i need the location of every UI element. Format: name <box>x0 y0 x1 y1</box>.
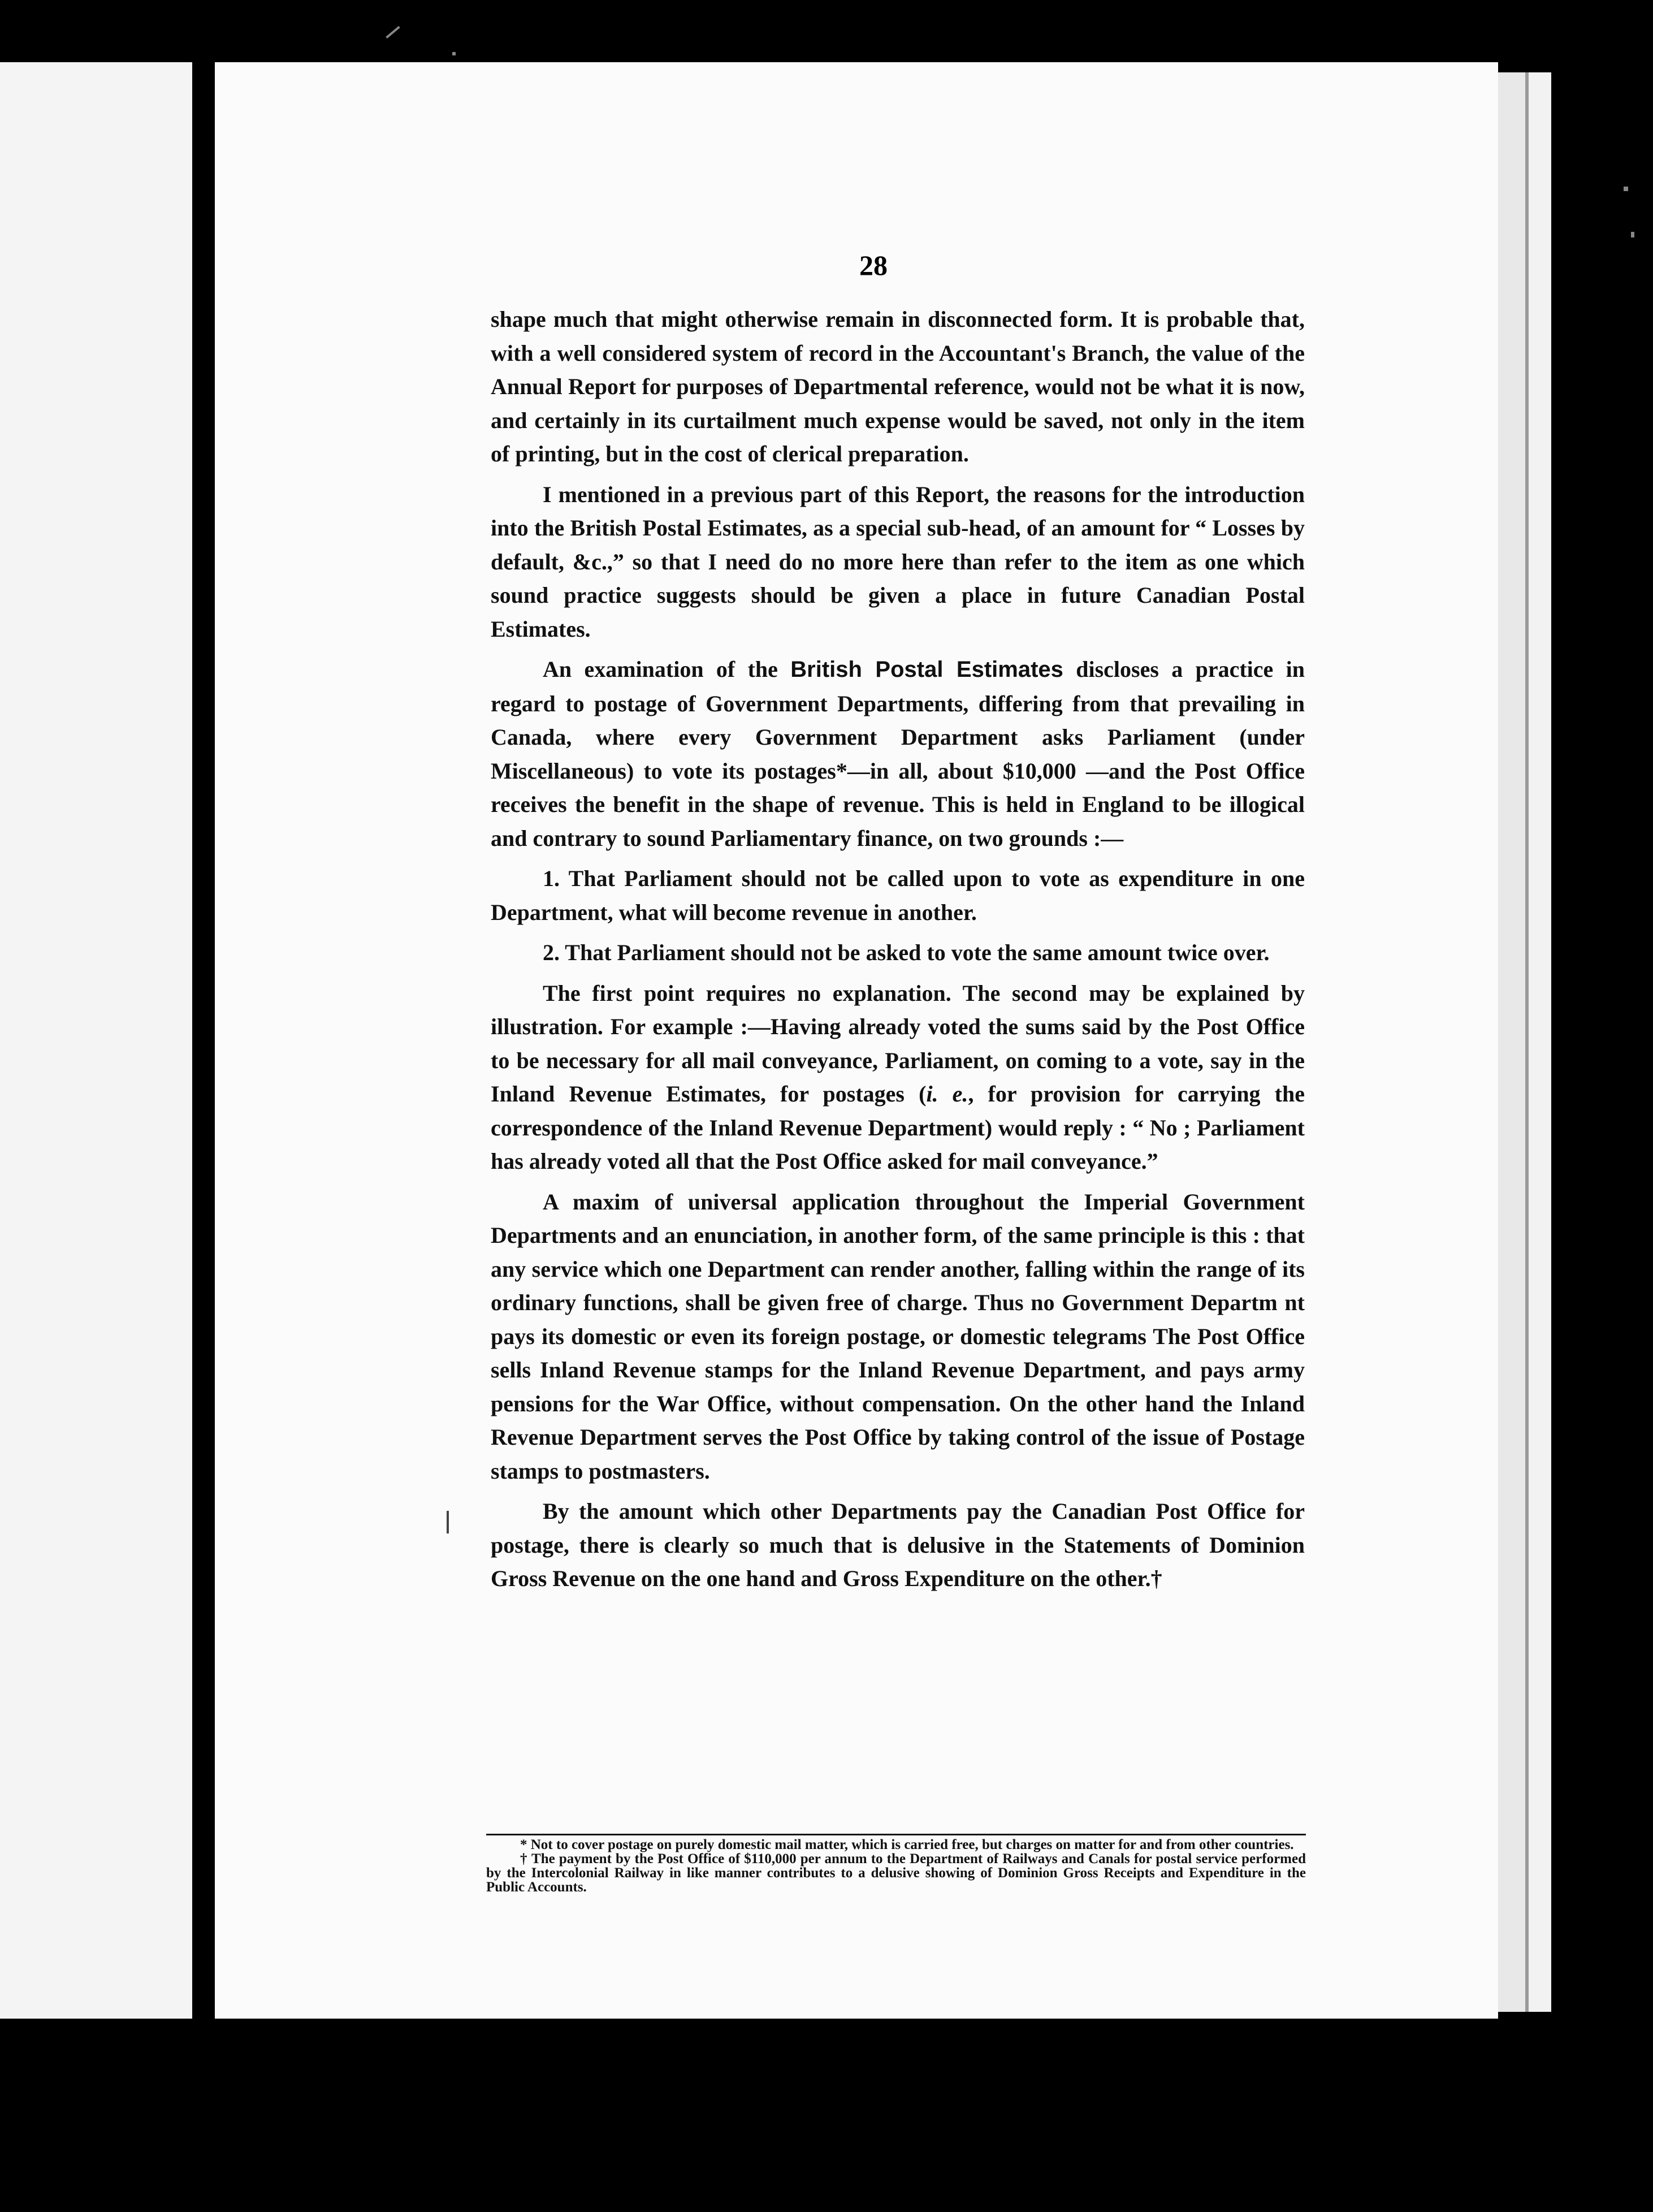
scan-speck <box>1631 232 1634 237</box>
body-text <box>491 303 1305 1602</box>
page-edge <box>1498 72 1525 2012</box>
bold-term: British Postal Estimates <box>790 657 1063 682</box>
page-number: 28 <box>859 249 888 281</box>
text-run: An examination of the <box>543 656 791 682</box>
numbered-ground: 2. That Parliament should not be asked to vote the same amount twice over. <box>543 940 1270 965</box>
footnote: * Not to cover postage on purely domestic mail matter, which is carried free, but charges on matter for and from other countries. <box>520 1837 1294 1852</box>
paragraph: shape much that might otherwise remain in disconnected form. It is probable that, with a well considered system of record in the Accountant's Branch, the value of the Annual Report for purposes of Departmental reference, would not be what it is now, and certainly in its curtailment much expense would be saved, not only in the item of printing, but in the cost of clerical preparation. <box>491 306 1305 466</box>
paragraph <box>491 977 1305 1178</box>
text-run: , for provision for carrying the correspondence of the Inland Revenue Department) would reply : “ No ; Parliament has already voted all that the Post Office asked for mail conveyance.” <box>491 1081 1305 1174</box>
text-run: The first point requires no explanation. The second may be explained by illustration. For example :—Having already voted the sums said by the Post Office to be necessary for all mail conveyance, Parliament, on coming to a vote, say in the Inland Revenue Estimates, for postages ( <box>491 980 1305 1107</box>
paragraph: A maxim of universal application throughout the Imperial Government Departments and an enunciation, in another form, of the same principle is this : that any service which one Department can render another, falling within the range of its ordinary functions, shall be given free of charge. Thus no Government Departm nt pays its domestic or even its foreign postage, or domestic telegrams The Post Office sells Inland Revenue stamps for the Inland Revenue Department, and pays army pensions for the War Office, without compensation. On the other hand the Inland Revenue Department serves the Post Office by taking control of the issue of Postage stamps to postmasters. <box>491 1189 1305 1484</box>
numbered-ground: 1. That Parliament should not be called upon to vote as expenditure in one Department, what will become revenue in another. <box>491 866 1305 925</box>
paragraph: I mentioned in a previous part of this Report, the reasons for the introduction into the British Postal Estimates, as a special sub-head, of an amount for “ Losses by default, &c.,” so that I need do no more here than refer to the item as one which sound practice suggests should be given a place in future Canadian Postal Estimates. <box>491 481 1305 642</box>
footnotes <box>486 1838 1306 1894</box>
paragraph <box>491 653 1305 855</box>
margin-mark <box>447 1511 449 1533</box>
scan-speck <box>452 52 456 55</box>
footnote-rule <box>486 1834 1306 1835</box>
scan-speck <box>386 26 400 38</box>
text-run: discloses a practice in regard to postage of Government Departments, differing from that prevailing in Canada, where every Government Department asks Parliament (under Miscellaneous) to vote its postages*—in all, about $10,000 —and the Post Office receives the benefit in the shape of revenue. This is held in England to be illogical and contrary to sound Parliamentary finance, on two grounds :— <box>491 656 1305 851</box>
facing-page <box>0 62 192 2019</box>
scan-speck <box>1624 187 1628 191</box>
paragraph: By the amount which other Departments pay the Canadian Post Office for postage, there is clearly so much that is delusive in the Statements of Dominion Gross Revenue on the one hand and Gross Expenditure on the other.† <box>491 1498 1305 1591</box>
italic-text: i. e. <box>926 1081 968 1107</box>
footnote: † The payment by the Post Office of $110,000 per annum to the Department of Railways and Canals for postal service performed by the Intercolonial Railway in like manner contributes to a delusive showing of Dominion Gross Receipts and Expenditure in the Public Accounts. <box>486 1851 1306 1895</box>
page-edge-outer <box>1529 72 1551 2012</box>
